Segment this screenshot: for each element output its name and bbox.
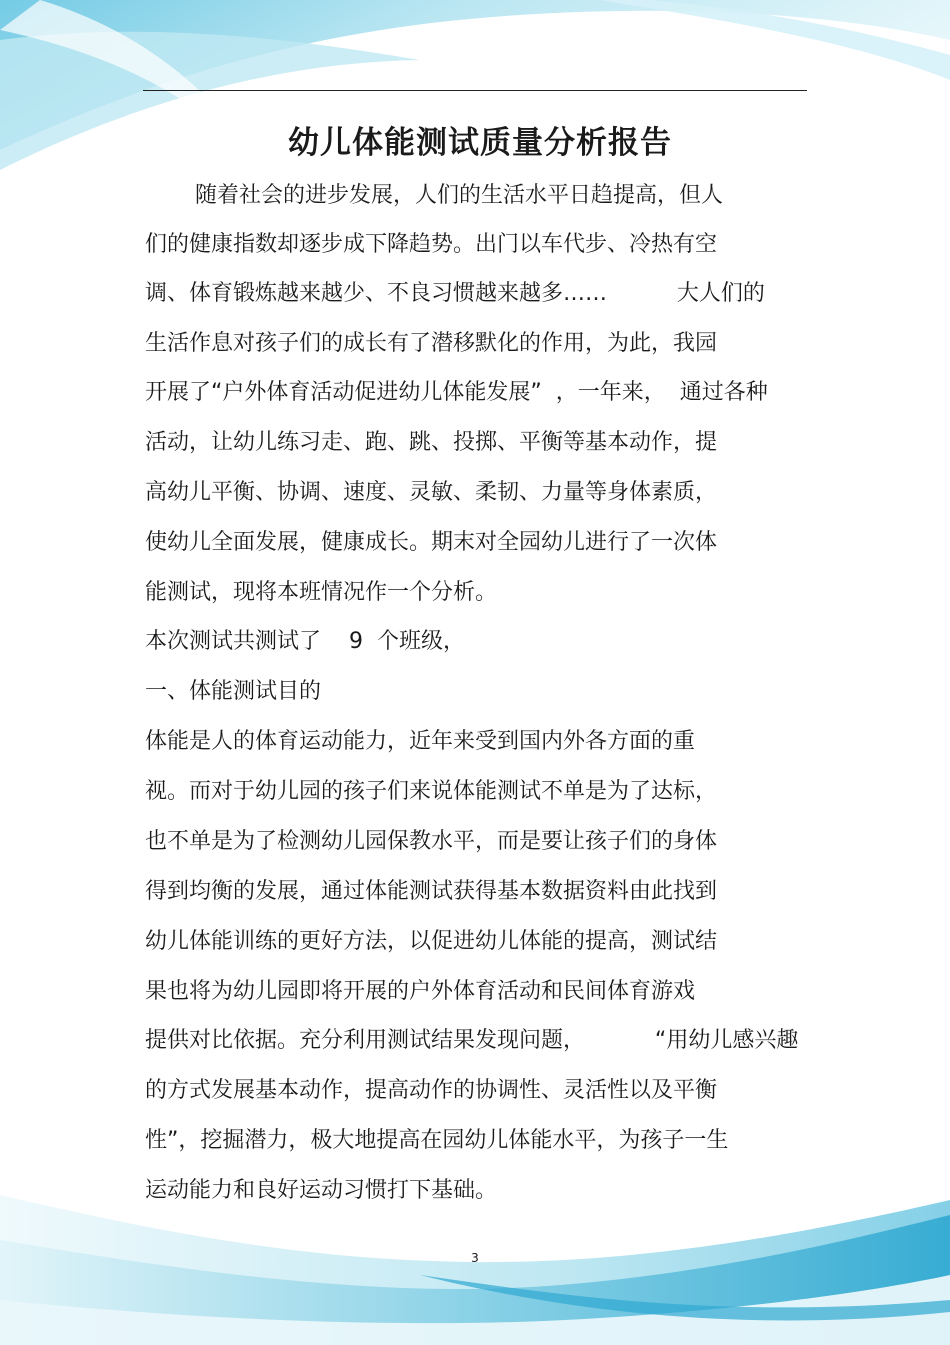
paragraph-line: 幼儿体能训练的更好方法，以促进幼儿体能的提高，测试结 xyxy=(145,929,718,954)
paragraph-line: 提供对比依据。充分利用测试结果发现问题， “用幼儿感兴趣 xyxy=(145,1028,799,1053)
paragraph-line: 活动，让幼儿练习走、跑、跳、投掷、平衡等基本动作，提 xyxy=(145,430,718,455)
page-number: 3 xyxy=(471,1251,479,1265)
paragraph-line: 使幼儿全面发展，健康成长。期末对全园幼儿进行了一次体 xyxy=(145,530,718,555)
paragraph-line: 生活作息对孩子们的成长有了潜移默化的作用，为此，我园 xyxy=(145,331,718,356)
paragraph-line: 们的健康指数却逐步成下降趋势。出门以车代步、冷热有空 xyxy=(145,232,718,257)
paragraph-line: 性”，挖掘潜力，极大地提高在园幼儿体能水平，为孩子一生 xyxy=(145,1128,729,1153)
bottom-wave-group xyxy=(0,1195,950,1345)
paragraph-line: 体能是人的体育运动能力，近年来受到国内外各方面的重 xyxy=(145,729,696,754)
paragraph-line: 得到均衡的发展，通过体能测试获得基本数据资料由此找到 xyxy=(145,879,718,904)
paragraph-line: 调、体育锻炼越来越少、不良习惯越来越多…… 大人们的 xyxy=(145,281,765,306)
paragraph-line: 能测试，现将本班情况作一个分析。 xyxy=(145,580,498,605)
paragraph-line: 随着社会的进步发展，人们的生活水平日趋提高，但人 xyxy=(195,183,724,208)
header-rule xyxy=(143,90,807,91)
paragraph-line: 高幼儿平衡、协调、速度、灵敏、柔韧、力量等身体素质， xyxy=(145,480,718,505)
paragraph-line: 运动能力和良好运动习惯打下基础。 xyxy=(145,1178,498,1203)
document-title: 幼儿体能测试质量分析报告 xyxy=(288,125,672,161)
section-heading: 一、体能测试目的 xyxy=(145,679,322,704)
paragraph-line: 果也将为幼儿园即将开展的户外体育活动和民间体育游戏 xyxy=(145,979,696,1004)
paragraph-line: 的方式发展基本动作，提高动作的协调性、灵活性以及平衡 xyxy=(145,1078,718,1103)
paragraph-line: 也不单是为了检测幼儿园保教水平，而是要让孩子们的身体 xyxy=(145,829,718,854)
paragraph-line: 本次测试共测试了 9 个班级， xyxy=(145,629,465,654)
paragraph-line: 开展了“户外体育活动促进幼儿体能发展” ，一年来， 通过各种 xyxy=(145,380,768,405)
paragraph-line: 视。而对于幼儿园的孩子们来说体能测试不单是为了达标， xyxy=(145,779,718,804)
